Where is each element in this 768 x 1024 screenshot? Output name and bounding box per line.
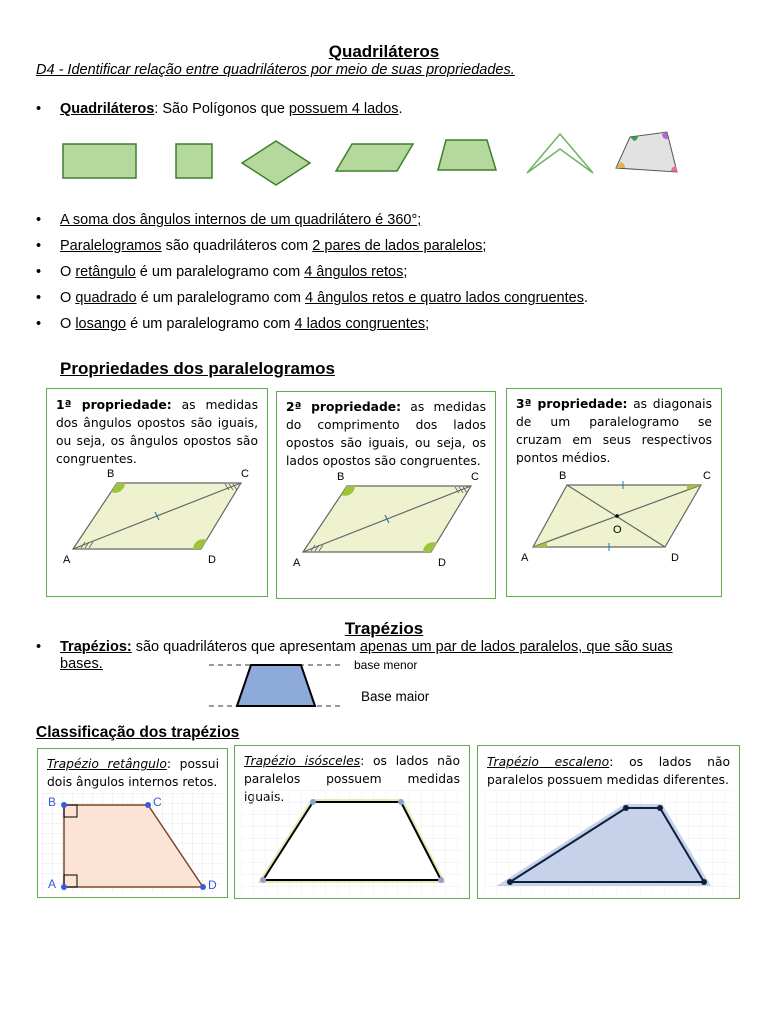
trapezio-escaleno-box [477, 745, 740, 899]
trapezio-isosceles-diagram [241, 790, 463, 894]
trapezio-escaleno-text: Trapézio escaleno: os lados não paralelos possuem medidas diferentes. [487, 755, 731, 787]
square-shape [176, 144, 212, 178]
center-o-label: O [613, 524, 622, 536]
fact-1: • A soma dos ângulos internos de um quadrilátero é 360°; [36, 212, 422, 228]
parallelogram-diagram-3 [513, 467, 717, 567]
trapezios-heading: Trapézios [344, 619, 424, 638]
trapezio-retangulo-box [37, 748, 228, 898]
vertex-d-label: D [671, 552, 679, 564]
vertex-c-label: C [153, 795, 162, 809]
vertex-c-label: C [703, 470, 711, 482]
vertex-b-label: B [337, 471, 345, 483]
trapezio-retangulo-diagram [42, 793, 222, 893]
trapezio-retangulo-text: Trapézio retângulo: possui dois ângulos internos retos. [47, 757, 220, 789]
rhombus-shape [242, 141, 310, 185]
bullet-dot: • [36, 101, 42, 117]
trapezio-isosceles-box [234, 745, 470, 899]
concave-shape [527, 134, 593, 173]
intro-term: Quadriláteros [60, 101, 155, 117]
fact-3: • O retângulo é um paralelogramo com 4 ângulos retos; [36, 264, 408, 280]
intro-bullet [36, 101, 403, 117]
vertex-b-label: B [107, 468, 115, 480]
property-box-1 [46, 388, 268, 597]
trapezios-bullet: • Trapézios: são quadriláteros que apresentam apenas um par de lados paralelos, que são suas [36, 639, 673, 655]
property-2-text: 2ª propriedade: as medidas do comprimento dos lados opostos são iguais, ou seja, os lados opostos são congruentes. [286, 400, 487, 468]
vertex-a-label: A [521, 552, 529, 564]
vertex-d-label: D [208, 878, 217, 892]
trapezoid-shape [438, 140, 496, 170]
vertex-b-label: B [48, 795, 57, 809]
vertex-b-label: B [559, 470, 567, 482]
trapezios-bullet-cont: bases. [60, 656, 103, 672]
page-subtitle: D4 - Identificar relação entre quadriláteros por meio de suas propriedades. [36, 62, 515, 78]
trapezio-escaleno-diagram [484, 790, 734, 894]
fact-5: • O losango é um paralelogramo com 4 lados congruentes; [36, 316, 430, 332]
base-menor-label: base menor [354, 658, 418, 672]
page-title: Quadriláteros [328, 42, 440, 61]
vertex-a-label: A [48, 877, 57, 891]
intro-text-c: . [398, 101, 403, 117]
vertex-a-label: A [63, 554, 71, 565]
rectangle-shape [63, 144, 136, 178]
fact-2: • Paralelogramos são quadriláteros com 2 pares de lados paralelos; [36, 238, 487, 254]
property-box-3 [506, 388, 722, 597]
vertex-c-label: C [241, 468, 249, 480]
properties-heading: Propriedades dos paralelogramos [60, 359, 335, 378]
intro-text-b: possuem 4 lados [288, 101, 399, 117]
fact-4: • O quadrado é um paralelogramo com 4 ângulos retos e quatro lados congruentes. [36, 290, 588, 306]
vertex-a-label: A [293, 557, 301, 568]
quadrilateral-shapes [55, 125, 695, 190]
property-box-2 [276, 391, 496, 599]
classificacao-heading: Classificação dos trapézios [36, 724, 240, 741]
trapezio-isosceles-text: Trapézio isósceles: os lados não paralelos possuem medidas [244, 754, 460, 786]
parallelogram-diagram-2 [285, 468, 485, 568]
intro-text-a: : São Polígonos que [154, 101, 289, 117]
property-3-text: 3ª propriedade: as diagonais de um paralelogramo se cruzam em seus respectivos pontos médios. [516, 397, 713, 465]
base-maior-label: Base maior [361, 689, 430, 704]
vertex-d-label: D [438, 557, 446, 568]
vertex-c-label: C [471, 471, 479, 483]
trapezoid-bases-diagram [205, 658, 345, 710]
property-1-text: 1ª propriedade: as medidas dos ângulos opostos são iguais, ou seja, os ângulos opostos são congruentes. [56, 398, 258, 466]
vertex-d-label: D [208, 554, 216, 565]
parallelogram-diagram-1 [55, 465, 255, 565]
parallelogram-shape [336, 144, 413, 171]
